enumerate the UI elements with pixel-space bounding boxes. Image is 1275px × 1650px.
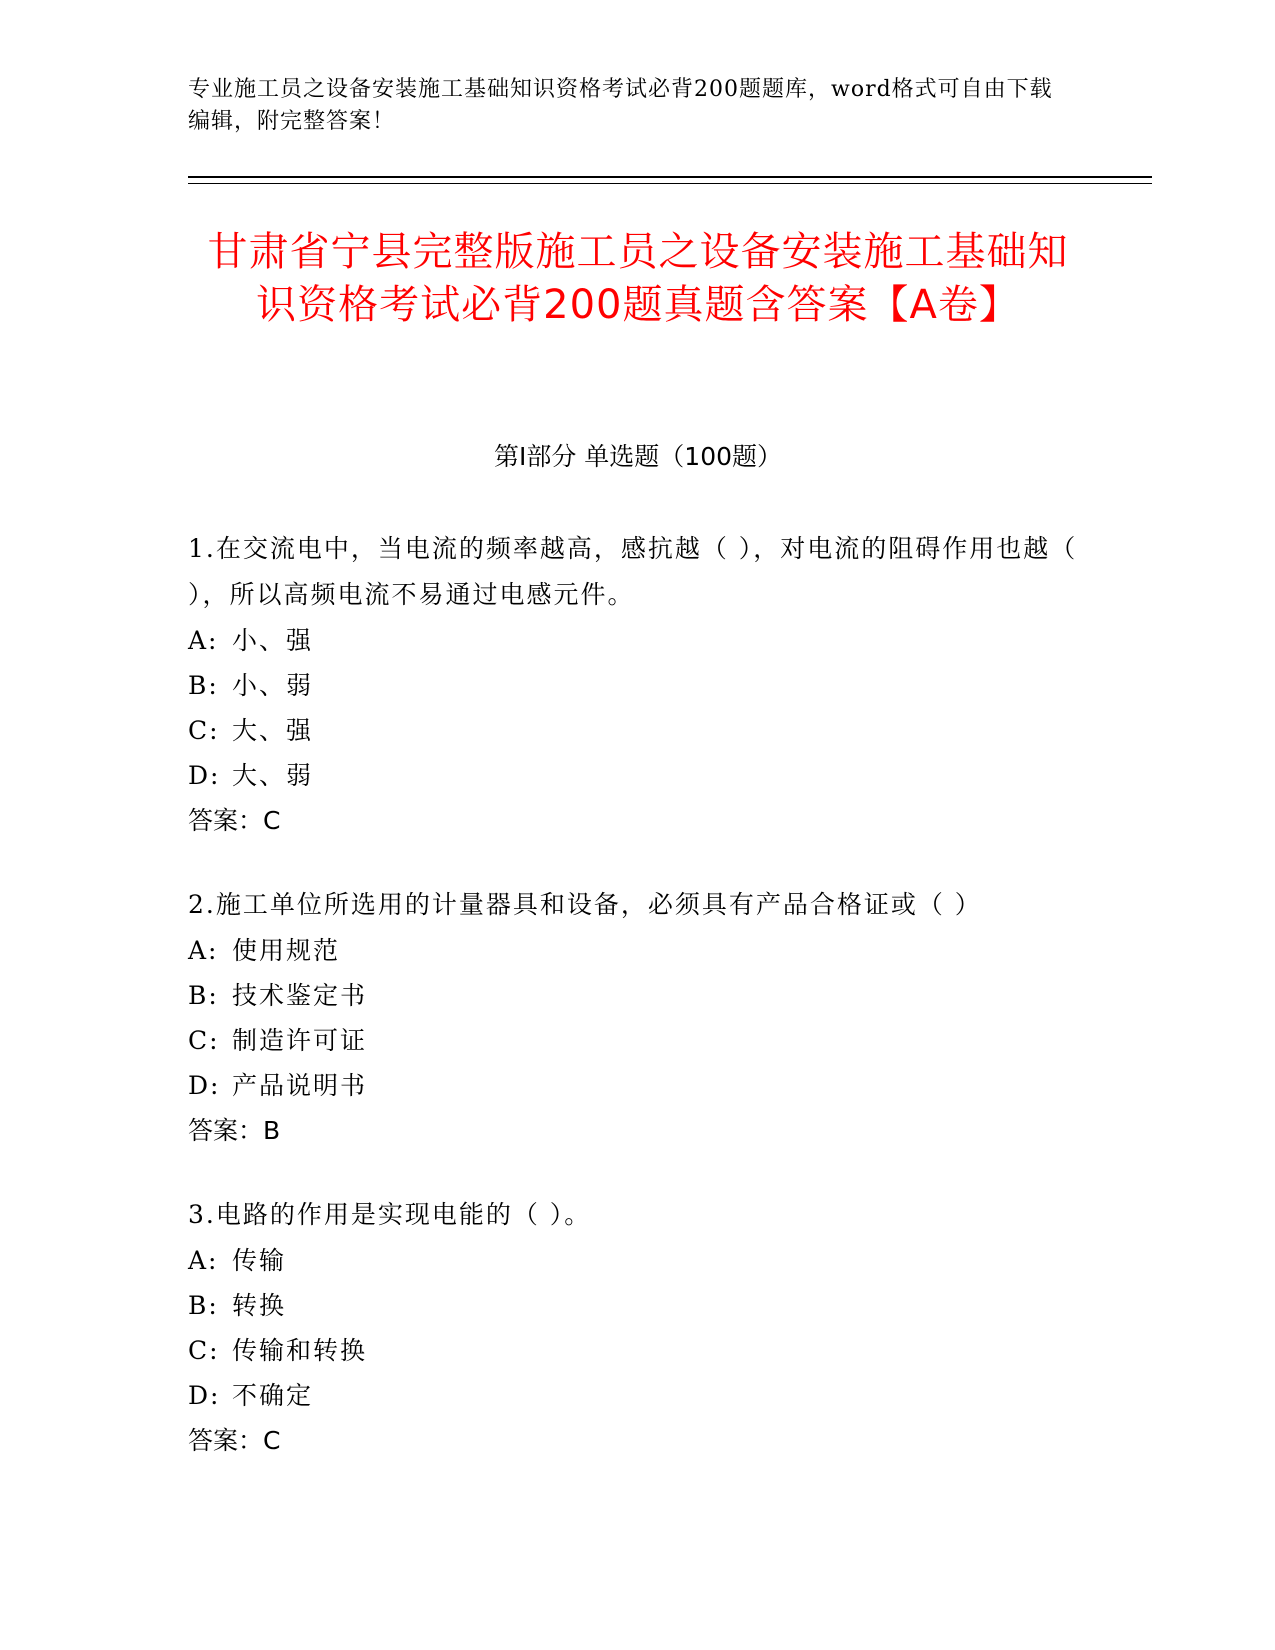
option-letter: A: [188,626,219,655]
question-stem: 3.电路的作用是实现电能的（ ）。 [188,1200,592,1229]
option-d [188,753,1088,798]
option-text: 传输 [232,1246,287,1275]
option-text: 技术鉴定书 [232,981,368,1010]
question-stem: 2.施工单位所选用的计量器具和设备，必须具有产品合格证或（ ） [188,890,982,919]
option-a [188,618,1088,663]
option-letter: C: [188,1026,220,1055]
option-b [188,1283,1088,1328]
header-rule-thin [188,183,1152,184]
question-item [188,1192,1088,1463]
option-text: 使用规范 [232,936,341,965]
header-rule-thick [188,176,1152,178]
option-text: 大、强 [232,716,314,745]
option-text: 小、强 [232,626,314,655]
question-item [188,882,1088,1153]
option-c [188,708,1088,753]
option-text: 传输和转换 [232,1336,368,1365]
option-letter: D: [188,761,221,790]
option-text: 制造许可证 [232,1026,368,1055]
option-letter: B: [188,981,219,1010]
answer-line: 答案：B [188,1116,281,1145]
option-letter: B: [188,1291,219,1320]
option-b [188,973,1088,1018]
option-d [188,1373,1088,1418]
option-letter: D: [188,1381,221,1410]
option-c [188,1018,1088,1063]
option-text: 产品说明书 [232,1071,368,1100]
option-letter: C: [188,716,220,745]
option-a [188,928,1088,973]
option-a [188,1238,1088,1283]
question-stem: 1.在交流电中，当电流的频率越高，感抗越（ ），对电流的阻碍作用也越（ ），所以高频电流不易通过电感元件。 [188,534,1078,609]
option-d [188,1063,1088,1108]
option-letter: A: [188,1246,219,1275]
question-list [188,526,1088,1502]
option-b [188,663,1088,708]
option-letter: A: [188,936,219,965]
answer-line: 答案：C [188,1426,281,1455]
option-letter: B: [188,671,219,700]
option-letter: C: [188,1336,220,1365]
option-letter: D: [188,1071,221,1100]
option-c [188,1328,1088,1373]
option-text: 大、弱 [232,761,314,790]
option-text: 小、弱 [232,671,314,700]
answer-line: 答案：C [188,806,281,835]
section-heading: 第Ⅰ部分 单选题（100题） [493,442,783,471]
header-note: 专业施工员之设备安装施工基础知识资格考试必背200题题库，word格式可自由下载编辑，附完整答案！ [188,77,1053,134]
question-item [188,526,1088,843]
document-title: 甘肃省宁县完整版施工员之设备安装施工基础知识资格考试必背200题真题含答案【A卷】 [207,229,1069,328]
option-text: 转换 [232,1291,287,1320]
option-text: 不确定 [232,1381,314,1410]
